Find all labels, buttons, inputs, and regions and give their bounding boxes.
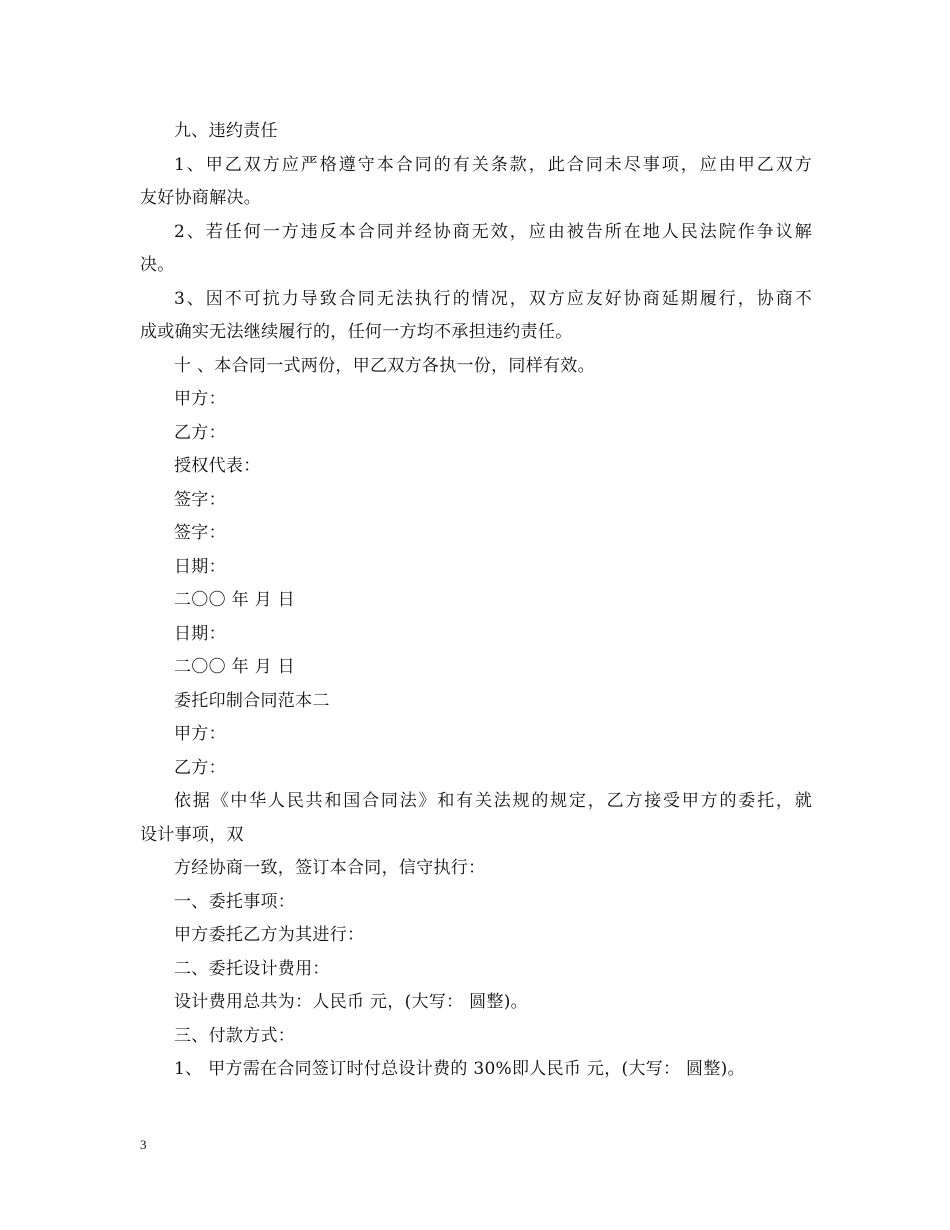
paragraph-line: 日期： (174, 556, 226, 577)
paragraph-line: 二〇〇 年 月 日 (174, 590, 295, 610)
paragraph-line: 1、甲乙双方应严格遵守本合同的有关条款，此合同未尽事项，应由甲乙双方 (174, 154, 812, 175)
page-number: 3 (140, 1137, 147, 1152)
paragraph-line: 十 、本合同一式两份，甲乙双方各执一份，同样有效。 (174, 355, 595, 376)
paragraph-line: 甲方委托乙方为其进行： (174, 925, 365, 945)
paragraph-line: 设计费用总共为：人民币 元，(大写： 圆整)。 (174, 992, 528, 1012)
paragraph-line: 成或确实无法继续履行的，任何一方均不承担违约责任。 (140, 322, 573, 342)
paragraph-line: 一、委托事项： (174, 891, 296, 912)
paragraph-line: 3、因不可抗力导致合同无法执行的情况，双方应友好协商延期履行，协商不 (174, 288, 812, 309)
paragraph-line: 甲方： (174, 389, 226, 409)
paragraph-line: 三、付款方式： (174, 1025, 296, 1046)
paragraph-line: 乙方： (174, 422, 226, 443)
paragraph-line: 乙方： (174, 757, 226, 778)
paragraph-line: 二〇〇 年 月 日 (174, 657, 295, 677)
paragraph-line: 日期： (174, 623, 226, 644)
paragraph-line: 签字： (174, 489, 226, 510)
paragraph-line: 友好协商解决。 (140, 188, 262, 208)
paragraph-line: 九、违约责任 (174, 121, 278, 141)
paragraph-line: 决。 (140, 255, 175, 275)
paragraph-line: 二、委托设计费用： (174, 958, 330, 979)
paragraph-line: 1、 甲方需在合同签订时付总设计费的 30%即人民币 元，(大写： 圆整)。 (174, 1059, 745, 1079)
paragraph-line: 签字： (174, 523, 226, 543)
paragraph-line: 设计事项，双 (140, 824, 244, 845)
paragraph-line: 甲方： (174, 724, 226, 744)
paragraph-line: 依据《中华人民共和国合同法》和有关法规的规定，乙方接受甲方的委托，就 (174, 791, 812, 811)
document-body (140, 115, 812, 1087)
paragraph-line: 授权代表： (174, 456, 261, 476)
paragraph-line: 方经协商一致，签订本合同，信守执行： (174, 858, 486, 878)
paragraph-line: 2、若任何一方违反本合同并经协商无效，应由被告所在地人民法院作争议解 (174, 221, 812, 242)
paragraph-line: 委托印制合同范本二 (174, 690, 330, 711)
